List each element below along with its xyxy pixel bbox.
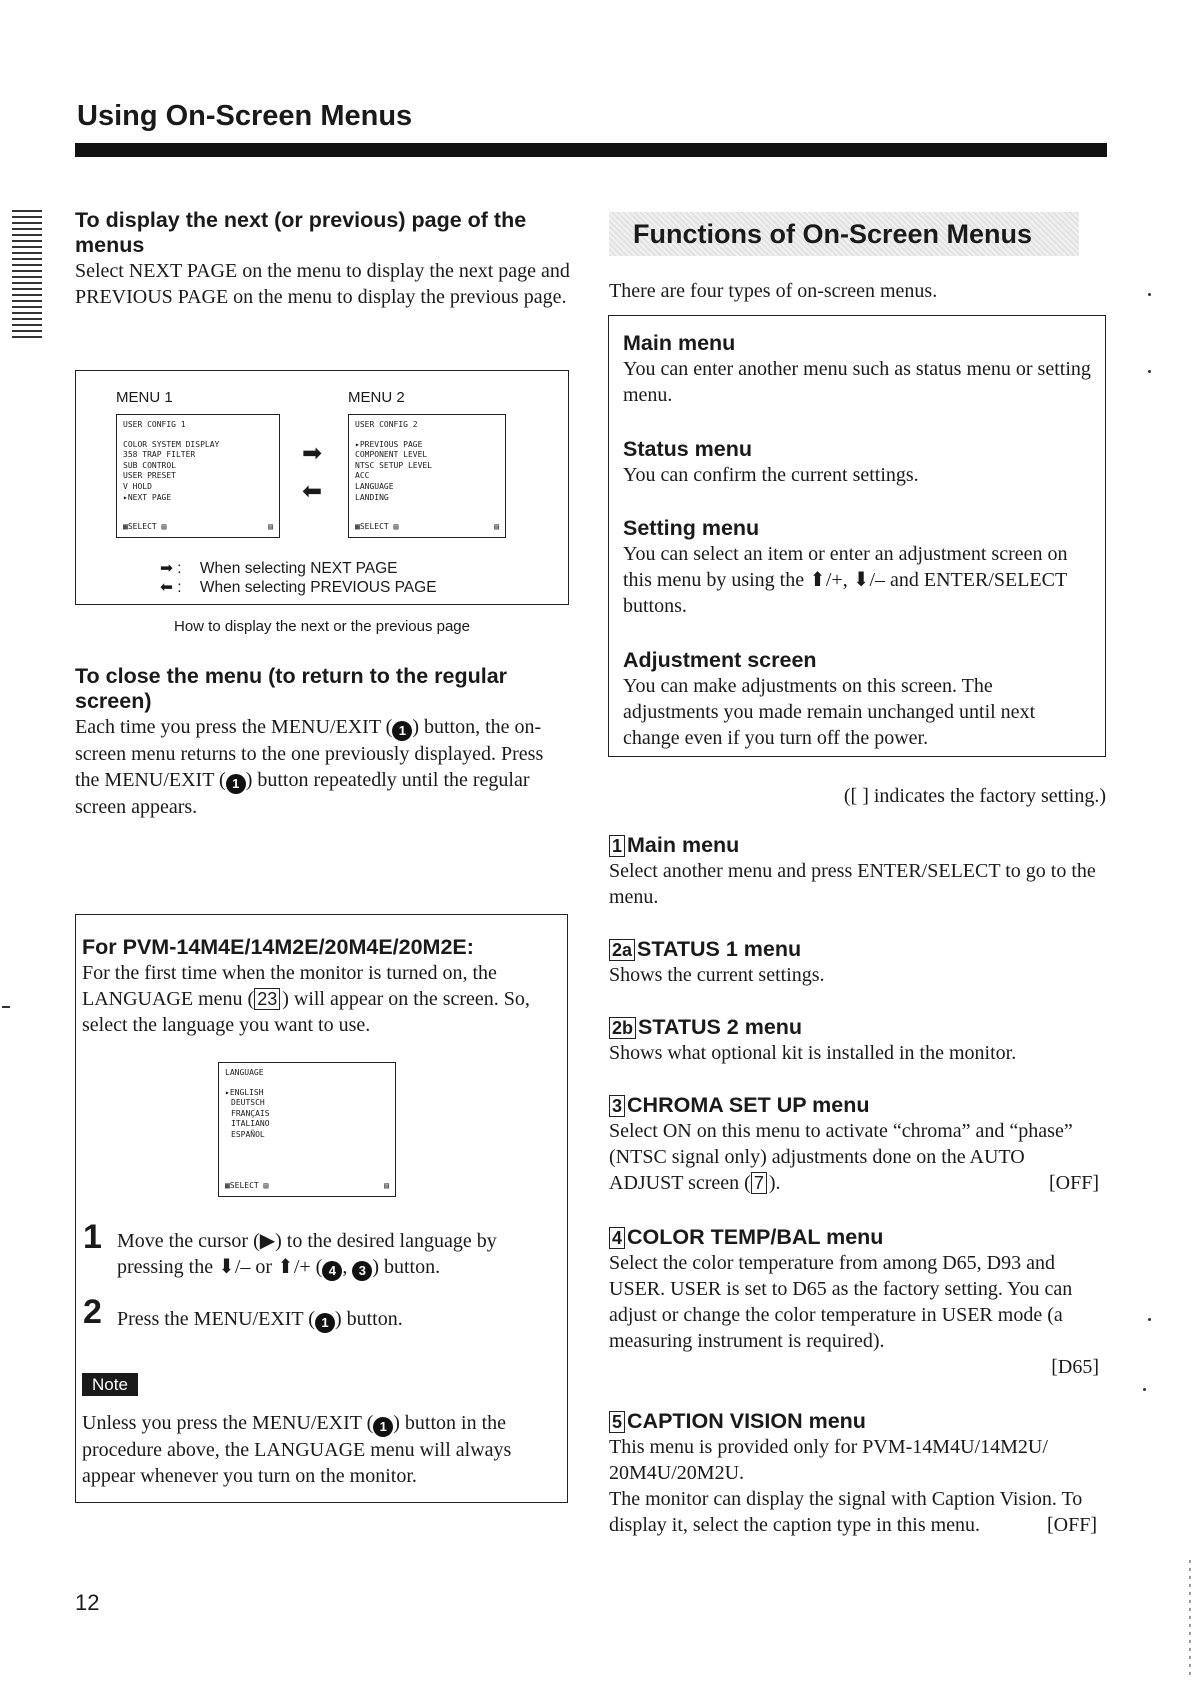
language-option: ▸ENGLISH [225,1087,264,1097]
select-hint: ▦SELECT ▤ [355,522,399,532]
menu-type [623,331,1093,408]
language-intro [82,935,560,1038]
page-number: 12 [75,1590,100,1615]
menu-entry-title: STATUS 1 menu [637,937,802,961]
menu-type [623,437,1093,488]
menu-entry-body: Select ON on this menu to activate “chroma” and “phase” (NTSC signal only) adjustments done on the AUTO ADJUST screen ( 7 ). [OFF] [609,1120,1099,1194]
menu-entry-body: Select another menu and press ENTER/SELECT to go to the menu. [609,860,1096,908]
menu-type-title: Setting menu [623,516,760,540]
menu-number-box: 5 [609,1411,625,1433]
language-screen-footer [225,1181,389,1192]
margin-mark [2,1006,10,1008]
menu1-label: MENU 1 [116,389,173,406]
menu-item: USER PRESET [123,471,176,481]
menu-type-title: Main menu [623,331,736,355]
menu-number-box: 2b [609,1017,636,1039]
menu-item: COMPONENT LEVEL [355,450,428,460]
menu-entry-body: Select the color temperature from among D65, D93 and USER. USER is set to D65 as the factory setting. You can adjust or change the color temperature in USER mode (a measuring instrument is required). [609,1252,1073,1352]
margin-dot [1148,370,1151,373]
menu-number-box: 1 [609,835,625,857]
menu-number-box: 4 [609,1227,625,1249]
menu-entry [609,1225,1099,1380]
functions-title: Functions of On-Screen Menus [633,219,1033,249]
up-button-ref: 3 [352,1261,372,1281]
diagram-caption: How to display the next or the previous page [173,618,470,635]
menu-entry [609,937,1109,988]
menu-page-diagram [75,370,569,605]
menu-ref-box: 23 [254,988,280,1010]
step-2-number: 2 [83,1293,102,1331]
menu-type-body: You can make adjustments on this screen. The adjustments you made remain unchanged until next change even if you turn off the power. [623,675,1036,749]
language-option: FRANÇAIS [231,1108,270,1118]
menu-exit-button-ref: 1 [373,1417,393,1437]
menu-item: ACC [355,471,370,481]
margin-dot [1143,1388,1146,1391]
note-badge-wrap [82,1375,138,1395]
menu-type [623,516,1093,619]
close-menu-heading: To close the menu (to return to the regular screen) [75,664,508,713]
exit-icon: ▤ [494,522,499,532]
binding-marks [12,210,42,340]
right-arrow-icon: ➡ : [160,560,182,577]
menu-entry [609,1093,1099,1196]
menu-ref-box: 7 [751,1172,767,1194]
menu1-screen [116,414,280,538]
menu-item: NTSC SETUP LEVEL [355,460,433,470]
menu-entry-title: CAPTION VISION menu [627,1409,866,1433]
step-2 [117,1306,562,1333]
menu-item: COLOR SYSTEM DISPLAY [123,439,220,449]
language-option: DEUTSCH [231,1098,265,1108]
menu-type [623,648,1093,751]
close-menu-body: Each time you press the MENU/EXIT ( 1 ) button, the on-screen menu returns to the one previously displayed. Press the MENU/EXIT ( 1 ) button repeatedly until the regular screen appears. [75,716,544,818]
functions-intro [609,278,1109,304]
menu2-label: MENU 2 [348,389,405,406]
note-text: Unless you press the MENU/EXIT ( 1 ) button in the procedure above, the LANGUAGE menu will always appear whenever you turn on the monitor. [82,1412,512,1487]
factory-value: [OFF] [1048,1172,1099,1194]
down-button-ref: 4 [322,1261,342,1281]
menu-item: ▸NEXT PAGE [123,492,172,502]
menu-type-title: Status menu [623,437,753,461]
menu-number-box: 3 [609,1095,625,1117]
note [82,1410,560,1489]
menu-entry [609,1409,1097,1538]
right-arrow-icon: ➡ [302,439,323,467]
legend-text: When selecting NEXT PAGE [199,560,398,577]
menu-entry-body: Shows what optional kit is installed in the monitor. [609,1042,1017,1064]
menu-entry-title: STATUS 2 menu [638,1015,803,1039]
page-title: Using On-Screen Menus [77,100,413,132]
legend-prev [160,578,437,597]
menu-type-body: You can confirm the current settings. [623,464,919,486]
language-intro-text: For the first time when the monitor is turned on, the LANGUAGE menu ( 23 ) will appear on the screen. So, select the language you want to use. [82,962,530,1036]
menu2-footer [355,522,499,533]
step-2-text: Press the MENU/EXIT ( 1 ) button. [117,1306,562,1333]
note-badge: Note [82,1373,138,1396]
title-rule [75,143,1107,157]
menu-item: ▸PREVIOUS PAGE [355,439,423,449]
menu-entry-body: Shows the current settings. [609,964,825,986]
factory-note [609,783,1106,809]
menu-entry-title: CHROMA SET UP menu [627,1093,870,1117]
menu-entry [609,1015,1109,1066]
menu-exit-button-ref: 1 [226,774,246,794]
menu-entry-title: COLOR TEMP/BAL menu [627,1225,884,1249]
language-option: ITALIANO [231,1119,270,1129]
menu-entry [609,833,1109,910]
functions-intro-text: There are four types of on-screen menus. [609,280,938,302]
functions-title-band [609,212,1079,256]
left-arrow-icon: ⬅ [302,477,323,505]
menu-item: LANGUAGE [355,481,394,491]
legend-text: When selecting PREVIOUS PAGE [199,579,437,596]
language-screen-header: LANGUAGE [225,1068,264,1077]
step-1-number: 1 [83,1218,102,1256]
select-hint: ▦SELECT ▤ [123,522,167,532]
language-option: ESPAÑOL [231,1129,265,1139]
menu-exit-button-ref: 1 [315,1313,335,1333]
exit-icon: ▤ [268,522,273,532]
menu-type-body: You can select an item or enter an adjustment screen on this menu by using the ⬆/+, ⬇/– and ENTER/SELECT buttons. [623,543,1068,617]
close-menu-section [75,664,563,820]
next-page-section [75,208,575,310]
language-heading: For PVM-14M4E/14M2E/20M4E/20M2E: [82,935,474,959]
legend-next [160,559,398,578]
language-screen [218,1062,396,1197]
exit-icon: ▤ [384,1181,389,1191]
step-1-text: Move the cursor (▶) to the desired language by pressing the ⬇/– or ⬆/+ ( 4 , 3 ) button. [117,1228,562,1281]
factory-value: [D65] [1051,1356,1099,1378]
menu-item: V HOLD [123,481,152,491]
menu-exit-button-ref: 1 [392,721,412,741]
select-hint: ▦SELECT ▤ [225,1181,269,1191]
left-arrow-icon: ⬅ : [160,579,182,596]
factory-note-text: ([ ] indicates the factory setting.) [843,785,1106,807]
menu-item: SUB CONTROL [123,460,176,470]
menu1-footer [123,522,273,533]
menu-entry-title: Main menu [627,833,740,857]
margin-dot [1148,1318,1151,1321]
step-1 [117,1228,562,1281]
menu-item: LANDING [355,492,389,502]
menu2-header: USER CONFIG 2 [355,420,418,429]
menu-item: 358 TRAP FILTER [123,450,196,460]
factory-value: [OFF] [1046,1514,1097,1536]
menu1-header: USER CONFIG 1 [123,420,186,429]
next-page-body: Select NEXT PAGE on the menu to display the next page and PREVIOUS PAGE on the menu to display the previous page. [75,260,570,308]
menu2-screen [348,414,506,538]
menu-number-box: 2a [609,939,635,961]
margin-dot [1148,293,1151,296]
menu-entry-body: This menu is provided only for PVM-14M4U/14M2U/ 20M4U/20M2U. [609,1436,1048,1484]
menu-type-body: You can enter another menu such as status menu or setting menu. [623,358,1091,406]
menu-entry-body-2: The monitor can display the signal with Caption Vision. To display it, select the caption type in this menu. [OFF] [609,1488,1097,1536]
menu-type-title: Adjustment screen [623,648,817,672]
next-page-heading: To display the next (or previous) page of the menus [75,208,527,257]
